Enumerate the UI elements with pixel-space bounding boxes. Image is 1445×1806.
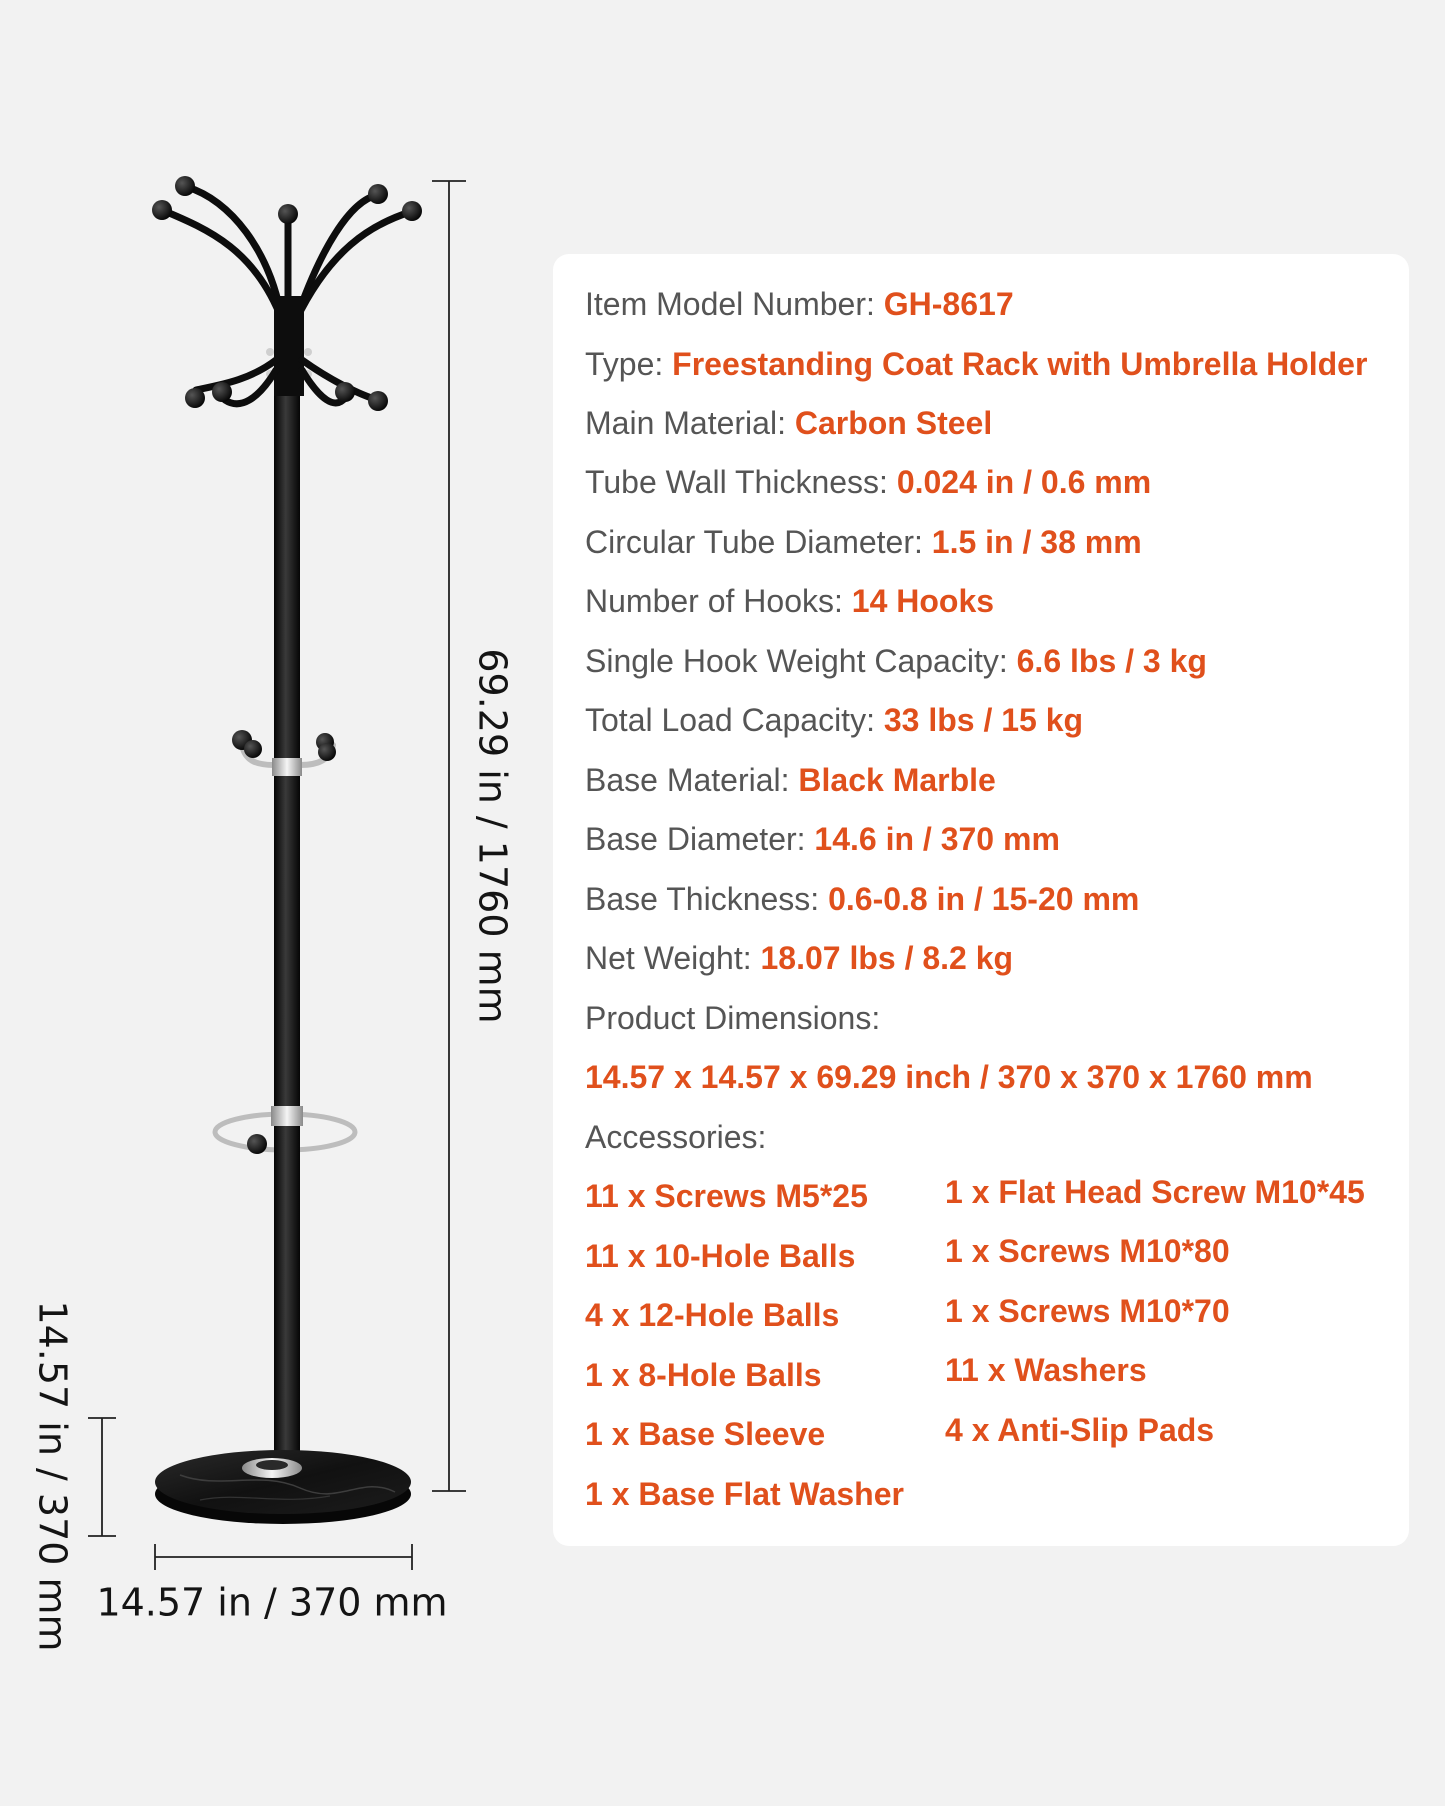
accessory-item: 4 x Anti-Slip Pads [945, 1412, 1215, 1448]
spec-label: Base Material: [585, 762, 799, 798]
spec-label: Base Diameter: [585, 821, 815, 857]
spec-label: Net Weight: [585, 940, 761, 976]
accessories-label [585, 1117, 766, 1157]
spec-value: 1.5 in / 38 mm [931, 524, 1142, 560]
spec-label: Type: [585, 346, 673, 382]
marble-base [155, 1450, 411, 1524]
spec-label: Total Load Capacity: [585, 702, 884, 738]
spec-label: Number of Hooks: [585, 583, 852, 619]
spec-label: Tube Wall Thickness: [585, 464, 897, 500]
spec-value: 0.6-0.8 in / 15-20 mm [828, 881, 1140, 917]
spec-main-material [585, 403, 992, 443]
base-width-label: 14.57 in / 370 mm [96, 1580, 448, 1625]
accessory-item: 1 x Base Flat Washer [585, 1476, 904, 1512]
spec-label: Product Dimensions: [585, 1000, 881, 1036]
product-dimensions-value [585, 1057, 1313, 1097]
spec-base-material [585, 760, 996, 800]
accessory-item: 1 x Base Sleeve [585, 1416, 826, 1452]
spec-value: 14.57 x 14.57 x 69.29 inch / 370 x 370 x 1760 mm [585, 1059, 1313, 1095]
rack-pole-upper [274, 396, 300, 760]
spec-number-of-hooks [585, 581, 994, 621]
spec-value: 18.07 lbs / 8.2 kg [760, 940, 1014, 976]
spec-value: Carbon Steel [794, 405, 993, 441]
coat-rack-drawing [152, 176, 422, 1524]
accessory-item: 4 x 12-Hole Balls [585, 1297, 840, 1333]
spec-label: Main Material: [585, 405, 795, 441]
spec-model-number [585, 284, 1014, 324]
spec-value: 14 Hooks [851, 583, 995, 619]
base-height-label: 14.57 in / 370 mm [30, 1300, 75, 1652]
spec-label: Base Thickness: [585, 881, 829, 917]
spec-label: Accessories: [585, 1119, 767, 1155]
spec-net-weight [585, 938, 1013, 978]
spec-label: Single Hook Weight Capacity: [585, 643, 1017, 679]
spec-base-thickness [585, 879, 1139, 919]
accessory-item: 1 x Screws M10*80 [945, 1233, 1230, 1269]
spec-single-hook-capacity [585, 641, 1207, 681]
accessory-item: 11 x Washers [945, 1352, 1147, 1388]
spec-total-load-capacity [585, 700, 1083, 740]
height-label: 69.29 in / 1760 mm [470, 648, 515, 1024]
spec-card [553, 254, 1409, 1546]
spec-value: Black Marble [798, 762, 996, 798]
accessory-item: 11 x Screws M5*25 [585, 1178, 868, 1214]
accessory-item: 1 x Flat Head Screw M10*45 [945, 1174, 1365, 1210]
rack-pole-middle [274, 776, 300, 1106]
mid-joint [272, 758, 302, 776]
spec-tube-diameter [585, 522, 1142, 562]
base-height-dimension [88, 1418, 116, 1536]
top-hook-balls [152, 176, 422, 224]
accessory-item: 1 x Screws M10*70 [945, 1293, 1230, 1329]
spec-value: 33 lbs / 15 kg [883, 702, 1084, 738]
rack-head [274, 296, 304, 396]
spec-value: Freestanding Coat Rack with Umbrella Holder [672, 346, 1368, 382]
spec-label: Item Model Number: [585, 286, 884, 322]
spec-value: 14.6 in / 370 mm [814, 821, 1060, 857]
spec-value: 0.024 in / 0.6 mm [896, 464, 1152, 500]
spec-base-diameter [585, 819, 1060, 859]
spec-value: GH-8617 [883, 286, 1014, 322]
rack-pole-lower [274, 1126, 300, 1462]
spec-value: 6.6 lbs / 3 kg [1016, 643, 1207, 679]
product-dimensions-label [585, 998, 880, 1038]
spec-tube-wall-thickness [585, 462, 1151, 502]
spec-label: Circular Tube Diameter: [585, 524, 932, 560]
accessory-item: 1 x 8-Hole Balls [585, 1357, 822, 1393]
spec-type [585, 344, 1367, 384]
height-dimension [432, 181, 466, 1491]
accessory-item: 11 x 10-Hole Balls [585, 1238, 856, 1274]
base-width-dimension [155, 1544, 412, 1570]
